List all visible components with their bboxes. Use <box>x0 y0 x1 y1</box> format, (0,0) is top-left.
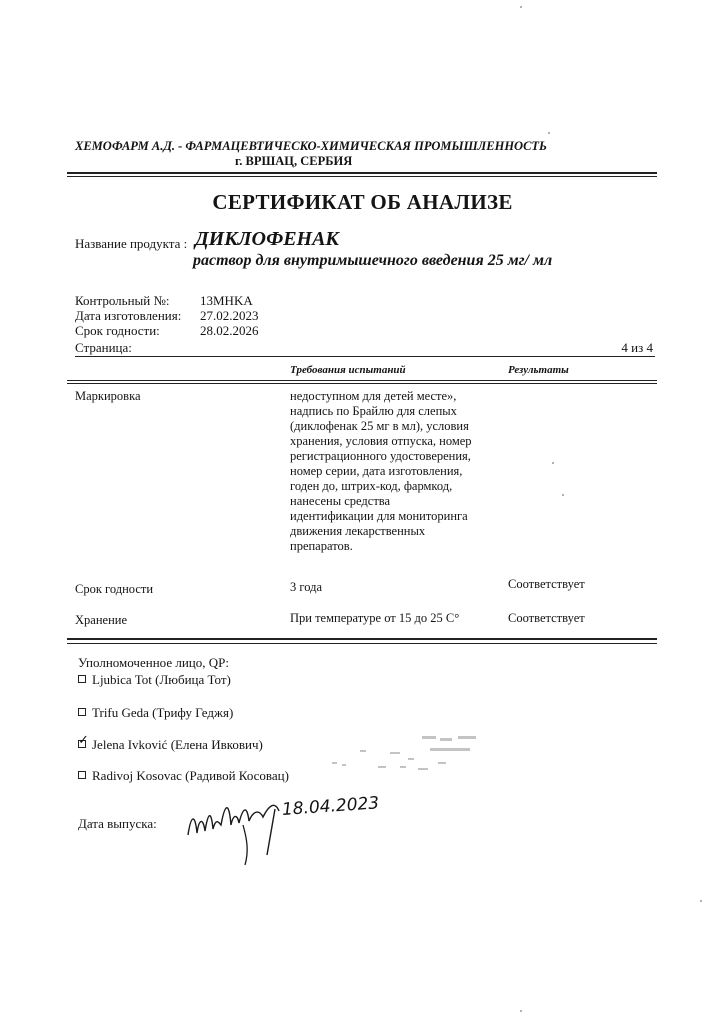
row-name-storage: Хранение <box>75 613 127 627</box>
control-number-value: 13MHKA <box>200 293 253 308</box>
scan-speck <box>520 1010 522 1012</box>
req-line: регистрационного удостоверения, <box>290 449 471 463</box>
row-result-storage: Соответствует <box>508 611 585 625</box>
scan-speck <box>562 494 564 496</box>
checkbox[interactable] <box>78 675 86 683</box>
row-result-shelf-life: Соответствует <box>508 577 585 591</box>
req-line: движения лекарственных <box>290 524 426 538</box>
req-line: (диклофенак 25 мг в мл), условия <box>290 419 469 433</box>
product-label: Название продукта : <box>75 236 188 251</box>
row-name-shelf-life: Срок годности <box>75 582 154 596</box>
scan-speck <box>552 462 554 464</box>
row-req-labeling <box>290 389 500 554</box>
req-line: идентификации для мониторинга <box>290 509 468 523</box>
qp-label: Уполномоченное лицо, QP: <box>78 655 229 670</box>
table-header-divider <box>67 380 657 381</box>
expiry-value: 28.02.2026 <box>200 323 259 338</box>
req-line: хранения, условия отпуска, номер <box>290 434 472 448</box>
table-header-divider-thin <box>67 383 657 384</box>
stamp-marks <box>330 728 510 778</box>
scan-speck <box>520 6 522 8</box>
qp-person-name: Jelena Ivković (Елена Ивкович) <box>92 737 263 752</box>
check-icon: ✓ <box>78 732 89 747</box>
qp-person-3 <box>78 732 263 753</box>
company-name: ХЕМОФАРМ А.Д. - ФАРМАЦЕВТИЧЕСКО-ХИМИЧЕСКАЯ ПРОМЫШЛЕННОСТЬ <box>75 139 547 153</box>
qp-person-name: Ljubica Tot (Любица Тот) <box>92 672 231 687</box>
expiry-label: Срок годности: <box>75 323 160 338</box>
req-line: недоступном для детей месте», <box>290 389 457 403</box>
company-header <box>75 139 635 169</box>
page-row <box>75 340 655 357</box>
req-line: нанесены средства <box>290 494 391 508</box>
table-bottom-divider-thin <box>67 643 657 644</box>
batch-info <box>75 293 259 338</box>
qp-person-2 <box>78 705 233 721</box>
page-label: Страница: <box>75 340 132 355</box>
row-req-storage: При температуре от 15 до 25 С° <box>290 611 460 625</box>
product-name: ДИКЛОФЕНАК <box>195 228 339 250</box>
scan-speck <box>700 900 702 902</box>
scan-speck <box>548 132 550 134</box>
row-req-shelf-life: 3 года <box>290 580 322 594</box>
qp-person-4 <box>78 768 289 784</box>
mfg-date-label: Дата изготовления: <box>75 308 182 323</box>
header-divider-thin <box>67 176 657 177</box>
document-title: СЕРТИФИКАТ ОБ АНАЛИЗЕ <box>212 190 513 214</box>
qp-person-1 <box>78 672 231 688</box>
header-divider <box>67 172 657 174</box>
req-line: годен до, штрих-код, фармкод, <box>290 479 453 493</box>
page-number: 4 из 4 <box>621 340 653 355</box>
company-city: г. ВРШАЦ, СЕРБИЯ <box>235 154 353 168</box>
qp-person-name: Trifu Geda (Трифу Геджя) <box>92 705 234 720</box>
release-date-label: Дата выпуска: <box>78 816 157 831</box>
req-line: номер серии, дата изготовления, <box>290 464 463 478</box>
checkbox-checked[interactable] <box>78 732 89 748</box>
faint-stamp <box>330 728 510 781</box>
col-header-results: Результаты <box>508 364 569 376</box>
table-bottom-divider <box>67 638 657 640</box>
signature <box>183 795 293 875</box>
row-name-labeling: Маркировка <box>75 389 141 403</box>
req-line: препаратов. <box>290 539 353 553</box>
release-date-handwritten: 18.04.2023 <box>281 793 380 820</box>
req-line: надпись по Брайлю для слепых <box>290 404 457 418</box>
signature-scribble <box>183 795 293 870</box>
qp-person-name: Radivoj Kosovac (Радивой Косовац) <box>92 768 289 783</box>
checkbox[interactable] <box>78 708 86 716</box>
product-form: раствор для внутримышечного введения 25 мг/ мл <box>193 252 553 269</box>
control-number-label: Контрольный №: <box>75 293 170 308</box>
col-header-requirements: Требования испытаний <box>290 364 406 376</box>
mfg-date-value: 27.02.2023 <box>200 308 259 323</box>
checkbox[interactable] <box>78 771 86 779</box>
